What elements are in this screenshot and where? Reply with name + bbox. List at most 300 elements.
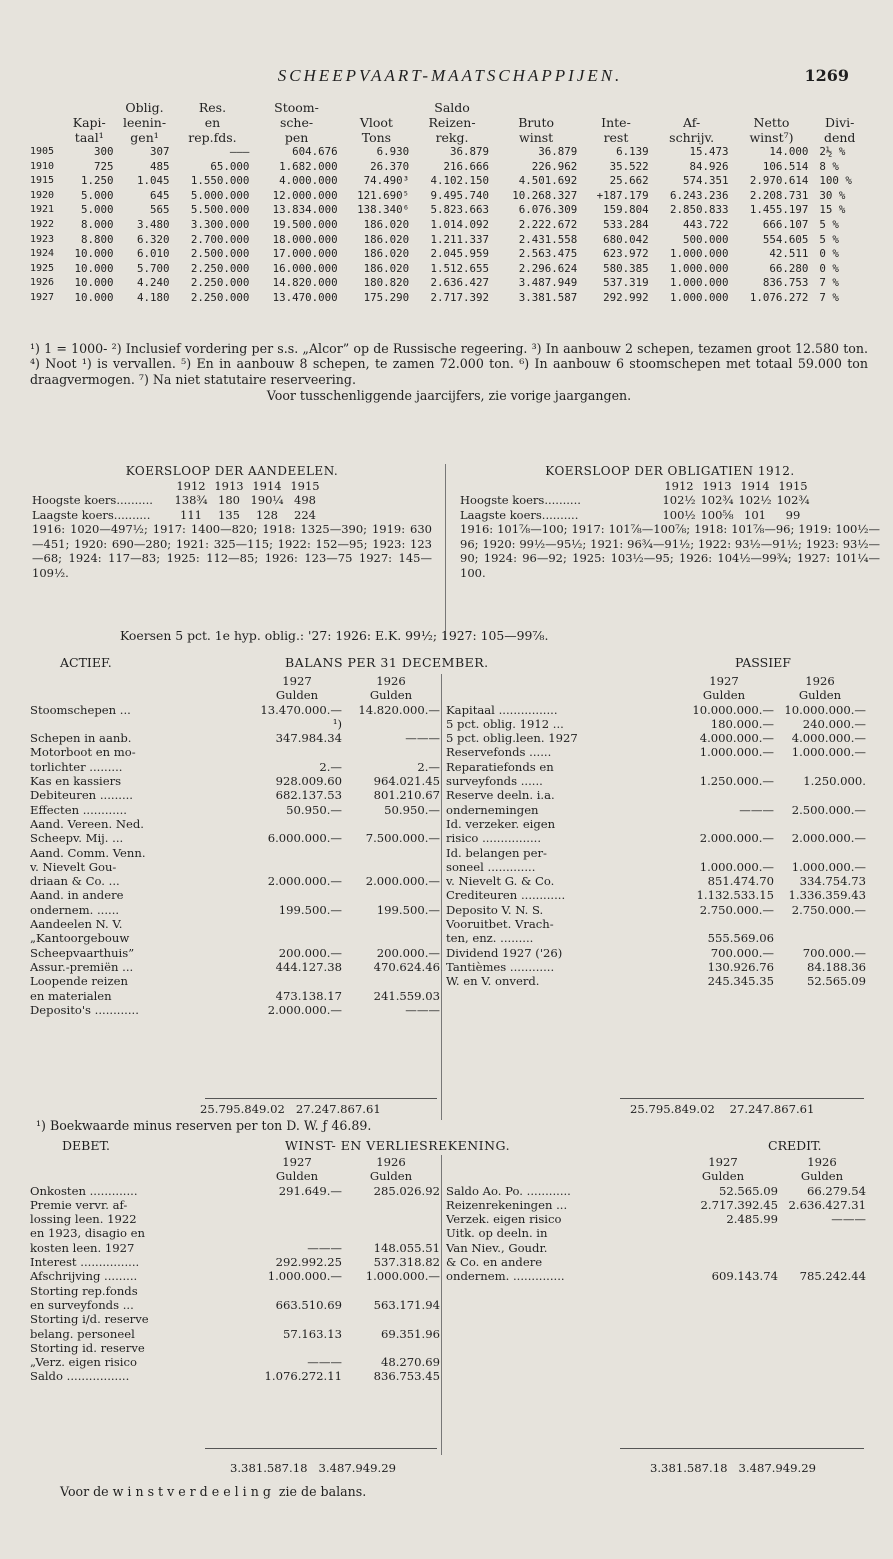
stats-cell: 9.495.740 xyxy=(430,188,489,202)
ledger-row xyxy=(30,1226,440,1240)
ledger-row xyxy=(30,946,440,960)
ledger-amount-1926: 836.753.45 xyxy=(373,1369,440,1384)
header-line: pen xyxy=(284,130,309,145)
header-line: sche- xyxy=(279,115,314,130)
ledger-row xyxy=(446,760,866,774)
stats-cell: 10.000 xyxy=(74,261,114,275)
low-value: 224 xyxy=(294,507,316,522)
unit-label: Gulden xyxy=(701,1169,745,1184)
statistics-body xyxy=(30,145,868,306)
ledger-description: Deposito V. N. S. xyxy=(446,902,544,917)
low-value: 100⅝ xyxy=(700,507,734,522)
ledger-description: Reizenrekeningen ... xyxy=(446,1197,568,1212)
ledger-amount-1926 xyxy=(342,846,440,860)
ledger-row xyxy=(30,803,440,817)
stats-cell: 121.690⁵ xyxy=(357,188,410,202)
stats-row xyxy=(30,247,868,262)
high-value: 190¼ xyxy=(250,493,284,507)
stats-cell: 13.470.000 xyxy=(272,290,338,304)
ledger-amount-1926 xyxy=(342,745,440,759)
debit-unit-header xyxy=(30,1169,440,1183)
ledger-amount-1927 xyxy=(252,974,342,988)
balance-footnote: ¹) Boekwaarde minus reserven per ton D. W. ƒ 46.89. xyxy=(36,1118,372,1133)
stats-cell: 5.000 xyxy=(81,203,114,217)
ledger-row xyxy=(446,703,866,717)
ledger-description: Crediteuren ............ xyxy=(446,888,566,903)
page-header xyxy=(0,66,893,86)
ledger-amount-1926: 700.000.— xyxy=(802,945,866,960)
page-number: 1269 xyxy=(804,66,849,85)
ledger-amount-1927: 1.132.533.15 xyxy=(696,888,774,903)
stats-cell: 15 % xyxy=(819,203,846,217)
credit-total-1927: 3.381.587.18 xyxy=(650,1461,728,1475)
stats-column-header xyxy=(580,100,651,145)
ledger-row xyxy=(30,1255,440,1269)
bond-high-row xyxy=(460,493,880,508)
ledger-description: Debiteuren ......... xyxy=(30,788,133,803)
ledger-row xyxy=(30,731,440,745)
ledger-row xyxy=(446,846,866,860)
ledger-description: Storting rep.fonds xyxy=(30,1283,138,1298)
ledger-row xyxy=(30,974,440,988)
ledger-row xyxy=(30,1355,440,1369)
stats-cell: 580.385 xyxy=(603,261,649,275)
ledger-description: ondernem. .............. xyxy=(446,1269,565,1284)
header-line: rep.fds. xyxy=(188,130,237,145)
ledger-amount-1927 xyxy=(674,917,774,931)
stats-cell: 226.962 xyxy=(531,159,578,173)
ledger-row xyxy=(446,831,866,845)
ledger-amount-1926: 801.210.67 xyxy=(373,788,440,803)
stats-cell: 2.296.624 xyxy=(518,261,578,275)
mortgage-bond-prices: Koersen 5 pct. 1e hyp. oblig.: '27: 1926: E.K. 99½; 1927: 105—99⅞. xyxy=(120,628,549,643)
ledger-row xyxy=(30,1003,440,1017)
ledger-amount-1926 xyxy=(774,931,866,945)
stats-cell: 574.351 xyxy=(683,174,729,188)
stats-cell: 1.000.000 xyxy=(670,247,729,261)
low-value: 100½ xyxy=(662,507,696,522)
ledger-amount-1927: 2.750.000.— xyxy=(699,902,774,917)
bond-price-years-row xyxy=(460,479,880,494)
ledger-amount-1926: 785.242.44 xyxy=(799,1269,866,1284)
ledger-amount-1926 xyxy=(342,1212,440,1226)
assets-year-header xyxy=(30,674,440,688)
ledger-amount-1926: 1.336.359.43 xyxy=(788,888,866,903)
stats-cell: 16.000.000 xyxy=(272,261,338,275)
ledger-amount-1926 xyxy=(774,788,866,802)
stats-cell: 2.250.000 xyxy=(190,290,250,304)
share-price-title: KOERSLOOP DER AANDEELEN. xyxy=(125,464,339,478)
ledger-amount-1927: 700.000.— xyxy=(710,945,774,960)
ledger-description: Storting i/d. reserve xyxy=(30,1312,149,1327)
year-label: 1926 xyxy=(805,674,835,688)
stats-cell: 307 xyxy=(150,145,170,158)
ledger-amount-1927: 2.485.99 xyxy=(726,1212,778,1227)
debit-year-header xyxy=(30,1155,440,1169)
row-year: 1926 xyxy=(30,277,55,289)
stats-cell: 1.682.000 xyxy=(279,159,338,173)
stats-cell: 554.605 xyxy=(762,232,809,246)
stats-row xyxy=(30,189,868,204)
pl-debit xyxy=(30,1155,440,1384)
stats-cell: 6.320 xyxy=(137,232,170,246)
stats-cell: 8.000 xyxy=(81,217,114,231)
passief-label: PASSIEF xyxy=(735,655,791,670)
assets-total-1926: 27.247.867.61 xyxy=(295,1102,381,1116)
share-price-text: 1916: 1020—497½; 1917: 1400—820; 1918: 1325—390; 1919: 630—451; 1920: 690—280; 1921: 325—115; 1922: 152—95; 1923: 123—68; 1924: 117—83; 1925: 112—85; 1926: 123—75 1927: 145—109½. xyxy=(32,522,432,580)
header-line: Tons xyxy=(361,130,392,145)
low-value: 135 xyxy=(218,507,240,522)
ledger-amount-1927: 292.992.25 xyxy=(275,1255,342,1270)
note-spaced-word: winstverdeeling xyxy=(112,1484,275,1499)
ledger-amount-1926: 14.820.000.— xyxy=(358,702,440,717)
liabilities-total-rule xyxy=(620,1098,864,1099)
ledger-row xyxy=(30,1369,440,1383)
ledger-description: Scheepvaarthuis” xyxy=(30,945,135,960)
stats-cell: 5.000 xyxy=(81,188,114,202)
ledger-row xyxy=(30,1284,440,1298)
header-line: Oblig. xyxy=(125,100,164,115)
stats-cell: 36.879 xyxy=(449,145,489,158)
stats-cell: 6.076.309 xyxy=(518,203,578,217)
ledger-amount-1927 xyxy=(252,1284,342,1298)
ledger-amount-1926 xyxy=(342,817,440,831)
stats-cell: 65.000 xyxy=(210,159,250,173)
ledger-amount-1927 xyxy=(674,817,774,831)
stats-cell: 13.834.000 xyxy=(272,203,338,217)
ledger-description: v. Nievelt Gou- xyxy=(30,859,117,874)
ledger-row xyxy=(446,860,866,874)
stats-cell: 1.550.000 xyxy=(190,174,250,188)
stats-cell: 1.455.197 xyxy=(749,203,809,217)
unit-label: Gulden xyxy=(800,1169,844,1184)
stats-cell: 5.500.000 xyxy=(190,203,250,217)
liabilities-total-1927: 25.795.849.02 xyxy=(630,1102,715,1116)
stats-cell: 2.250.000 xyxy=(190,261,250,275)
stats-cell: 30 % xyxy=(819,188,846,202)
ledger-amount-1926 xyxy=(774,917,866,931)
assets-rows xyxy=(30,703,440,1018)
ledger-row xyxy=(446,917,866,931)
stats-cell: 6.243.236 xyxy=(670,188,729,202)
stats-cell: 10.000 xyxy=(74,247,114,261)
header-line: schrijv. xyxy=(669,130,715,145)
balance-assets xyxy=(30,674,440,1017)
note-suffix: zie de balans. xyxy=(274,1484,367,1499)
header-line: gen¹ xyxy=(130,130,159,145)
low-label: Laagste koers.......... xyxy=(32,507,151,522)
ledger-amount-1926: 537.318.82 xyxy=(373,1255,440,1270)
stats-cell: 2.700.000 xyxy=(190,232,250,246)
ledger-description: Aandeelen N. V. xyxy=(30,917,123,932)
stats-cell: 2.222.672 xyxy=(518,217,578,231)
stats-cell: 5.000.000 xyxy=(190,188,250,202)
year-label: 1927 xyxy=(708,1155,738,1169)
ledger-description: Deposito's ............ xyxy=(30,1002,139,1017)
ledger-amount-1927: 10.000.000.— xyxy=(692,702,774,717)
ledger-row xyxy=(30,760,440,774)
ledger-description: Uitk. op deeln. in xyxy=(446,1226,548,1241)
stats-cell: 186.020 xyxy=(363,232,410,246)
ledger-row xyxy=(446,1226,866,1240)
ledger-row xyxy=(30,1198,440,1212)
ledger-amount-1927: 1.000.000.— xyxy=(699,859,774,874)
ledger-row xyxy=(30,888,440,902)
stats-cell: 1.000.000 xyxy=(670,290,729,304)
stats-cell: 1.000.000 xyxy=(670,261,729,275)
credit-unit-header xyxy=(446,1169,866,1183)
ledger-amount-1927: 928.009.60 xyxy=(275,774,342,789)
year-label: 1927 xyxy=(709,674,739,688)
stats-column-header xyxy=(811,100,868,145)
ledger-row xyxy=(446,1269,866,1283)
ledger-row xyxy=(30,1241,440,1255)
stats-row xyxy=(30,174,868,189)
ledger-amount-1927: 130.926.76 xyxy=(707,959,774,974)
stats-cell: 0 % xyxy=(819,261,839,275)
ledger-row xyxy=(446,903,866,917)
stats-cell: 537.319 xyxy=(603,276,649,290)
balance-liabilities xyxy=(441,674,866,1120)
stats-cell: 25.662 xyxy=(609,174,649,188)
ledger-amount-1926 xyxy=(774,846,866,860)
stats-cell: 6.010 xyxy=(137,247,170,261)
ledger-description: & Co. en andere xyxy=(446,1255,543,1270)
year-label: 1926 xyxy=(376,1155,406,1169)
ledger-row xyxy=(30,831,440,845)
stats-cell: 300 xyxy=(94,145,114,158)
ledger-amount-1927: ——— xyxy=(307,1355,342,1370)
ledger-amount-1927: 1.076.272.11 xyxy=(264,1369,342,1384)
ledger-amount-1926 xyxy=(778,1241,866,1255)
ledger-row xyxy=(30,1312,440,1326)
liabilities-year-header xyxy=(446,674,866,688)
ledger-amount-1927: 6.000.000.— xyxy=(267,831,342,846)
ledger-description: Motorboot en mo- xyxy=(30,745,136,760)
header-line: dend xyxy=(823,130,856,145)
ledger-amount-1927 xyxy=(668,1241,778,1255)
unit-label: Gulden xyxy=(275,688,319,703)
stats-cell: 604.676 xyxy=(292,145,338,158)
ledger-description: Schepen in aanb. xyxy=(30,731,132,746)
stats-row xyxy=(30,218,868,233)
pl-credit xyxy=(441,1155,866,1455)
ledger-row xyxy=(446,717,866,731)
ledger-amount-1927: 2.000.000.— xyxy=(699,831,774,846)
ledger-amount-1927 xyxy=(252,1212,342,1226)
ledger-description: Kapitaal ................ xyxy=(446,702,558,717)
header-line: Vloot xyxy=(359,115,393,130)
ledger-description: „Kantoorgebouw xyxy=(30,931,130,946)
ledger-row xyxy=(30,989,440,1003)
low-value: 101 xyxy=(744,507,766,522)
ledger-row xyxy=(446,874,866,888)
ledger-row xyxy=(30,1298,440,1312)
stats-cell: 7 % xyxy=(819,276,839,290)
stats-cell: 1.045 xyxy=(137,174,170,188)
year-label: 1913 xyxy=(702,478,732,493)
stats-cell: 6.139 xyxy=(616,145,649,158)
row-year: 1927 xyxy=(30,291,55,303)
header-line: Divi- xyxy=(825,115,855,130)
ledger-description: risico ................ xyxy=(446,831,542,846)
profit-loss-title: WINST- EN VERLIESREKENING. xyxy=(285,1138,511,1153)
actief-label: ACTIEF. xyxy=(60,655,112,670)
stats-cell: 7 % xyxy=(819,290,839,304)
stats-cell: 2½ % xyxy=(819,145,846,158)
ledger-amount-1926: 50.950.— xyxy=(384,802,440,817)
header-line: Bruto xyxy=(518,115,554,130)
row-year: 1921 xyxy=(30,204,55,216)
ledger-description: driaan & Co. ... xyxy=(30,874,120,889)
ledger-row xyxy=(30,817,440,831)
low-label: Laagste koers.......... xyxy=(460,507,579,522)
stats-cell: 2.250.000 xyxy=(190,276,250,290)
ledger-amount-1926: 2.000.000.— xyxy=(791,831,866,846)
ledger-amount-1926: ——— xyxy=(405,1002,440,1017)
stats-cell: 216.666 xyxy=(443,159,489,173)
ledger-amount-1927: 851.474.70 xyxy=(707,874,774,889)
stats-cell: 500.000 xyxy=(683,232,729,246)
ledger-amount-1926 xyxy=(342,860,440,874)
stats-cell: 3.300.000 xyxy=(190,217,250,231)
note-prefix: Voor de xyxy=(60,1484,113,1499)
high-label: Hoogste koers.......... xyxy=(460,493,581,507)
stats-cell: 175.290 xyxy=(363,290,410,304)
ledger-amount-1926: 2.500.000.— xyxy=(791,802,866,817)
stats-cell: 8.800 xyxy=(81,232,114,246)
ledger-amount-1926: 69.351.96 xyxy=(380,1326,440,1341)
ledger-amount-1926 xyxy=(342,1198,440,1212)
stats-cell: 18.000.000 xyxy=(272,232,338,246)
ledger-description: 5 pct. oblig. 1912 ... xyxy=(446,716,564,731)
ledger-amount-1926: 285.026.92 xyxy=(373,1183,440,1198)
stats-cell: 2.431.558 xyxy=(518,232,578,246)
share-high-row xyxy=(32,493,432,508)
stats-column-header xyxy=(412,100,492,145)
ledger-amount-1926 xyxy=(342,1226,440,1240)
stats-cell: 186.020 xyxy=(363,217,410,231)
stats-cell: 623.972 xyxy=(603,247,649,261)
bond-low-row xyxy=(460,508,880,523)
stats-row xyxy=(30,145,868,160)
stats-cell: 2.717.392 xyxy=(430,290,489,304)
ledger-amount-1926: 240.000.— xyxy=(802,716,866,731)
ledger-amount-1927: ——— xyxy=(739,802,774,817)
row-year: 1915 xyxy=(30,175,55,187)
ledger-amount-1926: 7.500.000.— xyxy=(365,831,440,846)
page-title: SCHEEPVAART-MAATSCHAPPIJEN. xyxy=(277,66,623,85)
ledger-row xyxy=(446,960,866,974)
stats-column-header xyxy=(117,100,173,145)
ledger-amount-1927: 347.984.34 xyxy=(275,731,342,746)
stats-cell: 12.000.000 xyxy=(272,188,338,202)
ledger-row xyxy=(446,1241,866,1255)
stats-cell: 443.722 xyxy=(683,217,729,231)
ledger-amount-1926: 563.171.94 xyxy=(373,1297,440,1312)
stats-column-header xyxy=(341,100,412,145)
ledger-amount-1926: 1.000.000.— xyxy=(791,745,866,760)
header-line: taal¹ xyxy=(74,130,104,145)
ledger-description: Assur.-premiën ... xyxy=(30,959,134,974)
ledger-description: en materialen xyxy=(30,988,112,1003)
ledger-amount-1927: 2.— xyxy=(319,759,342,774)
year-label: 1927 xyxy=(282,674,312,688)
stats-cell: 106.514 xyxy=(762,159,809,173)
year-label: 1912 xyxy=(664,478,694,493)
stats-cell: 4.000.000 xyxy=(279,174,338,188)
ledger-row xyxy=(30,917,440,931)
ledger-amount-1926: 1.250.000. xyxy=(803,774,866,789)
balance-sheet-title: BALANS PER 31 DECEMBER. xyxy=(285,655,489,670)
ledger-description: Aand. Comm. Venn. xyxy=(30,845,146,860)
ledger-description: 5 pct. oblig.leen. 1927 xyxy=(446,731,578,746)
liabilities-unit-header xyxy=(446,688,866,702)
ledger-row xyxy=(446,803,866,817)
ledger-amount-1927: 473.138.17 xyxy=(275,988,342,1003)
ledger-row xyxy=(446,745,866,759)
ledger-row xyxy=(446,817,866,831)
stats-row xyxy=(30,276,868,291)
header-line: rekg. xyxy=(435,130,469,145)
ledger-description: Reservefonds ...... xyxy=(446,745,552,760)
ledger-description: surveyfonds ...... xyxy=(446,774,543,789)
stats-cell: 84.926 xyxy=(689,159,729,173)
ledger-amount-1926 xyxy=(342,917,440,931)
assets-total-rule xyxy=(205,1098,437,1099)
ledger-amount-1927 xyxy=(252,1312,342,1326)
ledger-amount-1926: 199.500.— xyxy=(376,902,440,917)
stats-cell: 2.850.833 xyxy=(670,203,729,217)
ledger-description: Premie vervr. af- xyxy=(30,1197,128,1212)
ledger-amount-1927: 444.127.38 xyxy=(275,959,342,974)
ledger-amount-1927: 57.163.13 xyxy=(282,1326,342,1341)
stats-cell: 565 xyxy=(150,203,170,217)
header-line: Kapi- xyxy=(72,115,106,130)
stats-cell: 725 xyxy=(94,159,114,173)
ledger-amount-1926: 200.000.— xyxy=(376,945,440,960)
ledger-amount-1927 xyxy=(674,846,774,860)
stats-cell: 180.820 xyxy=(363,276,410,290)
ledger-description: belang. personeel xyxy=(30,1326,135,1341)
ledger-amount-1927: 4.000.000.— xyxy=(699,731,774,746)
ledger-amount-1926: 66.279.54 xyxy=(806,1183,866,1198)
ledger-amount-1926 xyxy=(342,974,440,988)
ledger-row xyxy=(30,788,440,802)
ledger-amount-1926: 470.624.46 xyxy=(373,959,440,974)
ledger-amount-1926 xyxy=(774,760,866,774)
stats-column-header xyxy=(732,100,812,145)
stats-column-header xyxy=(492,100,580,145)
ledger-amount-1927: 13.470.000.—¹) xyxy=(260,702,342,731)
credit-rows xyxy=(446,1184,866,1284)
ledger-description: Stoomschepen ... xyxy=(30,702,131,717)
ledger-description: Reparatiefonds en xyxy=(446,759,554,774)
liabilities-total xyxy=(630,1102,814,1116)
stats-cell: 2.045.959 xyxy=(430,247,489,261)
stats-cell: 2.970.614 xyxy=(749,174,809,188)
ledger-amount-1927: 199.500.— xyxy=(278,902,342,917)
unit-label: Gulden xyxy=(369,1169,413,1184)
ledger-description: v. Nievelt G. & Co. xyxy=(446,874,555,889)
unit-label: Gulden xyxy=(275,1169,319,1184)
ledger-description: Tantièmes ............ xyxy=(446,959,555,974)
stats-cell: 35.522 xyxy=(609,159,649,173)
high-label: Hoogste koers.......... xyxy=(32,493,153,507)
year-label: 1915 xyxy=(778,478,808,493)
ledger-description: Reserve deeln. i.a. xyxy=(446,788,555,803)
stats-cell: 19.500.000 xyxy=(272,217,338,231)
